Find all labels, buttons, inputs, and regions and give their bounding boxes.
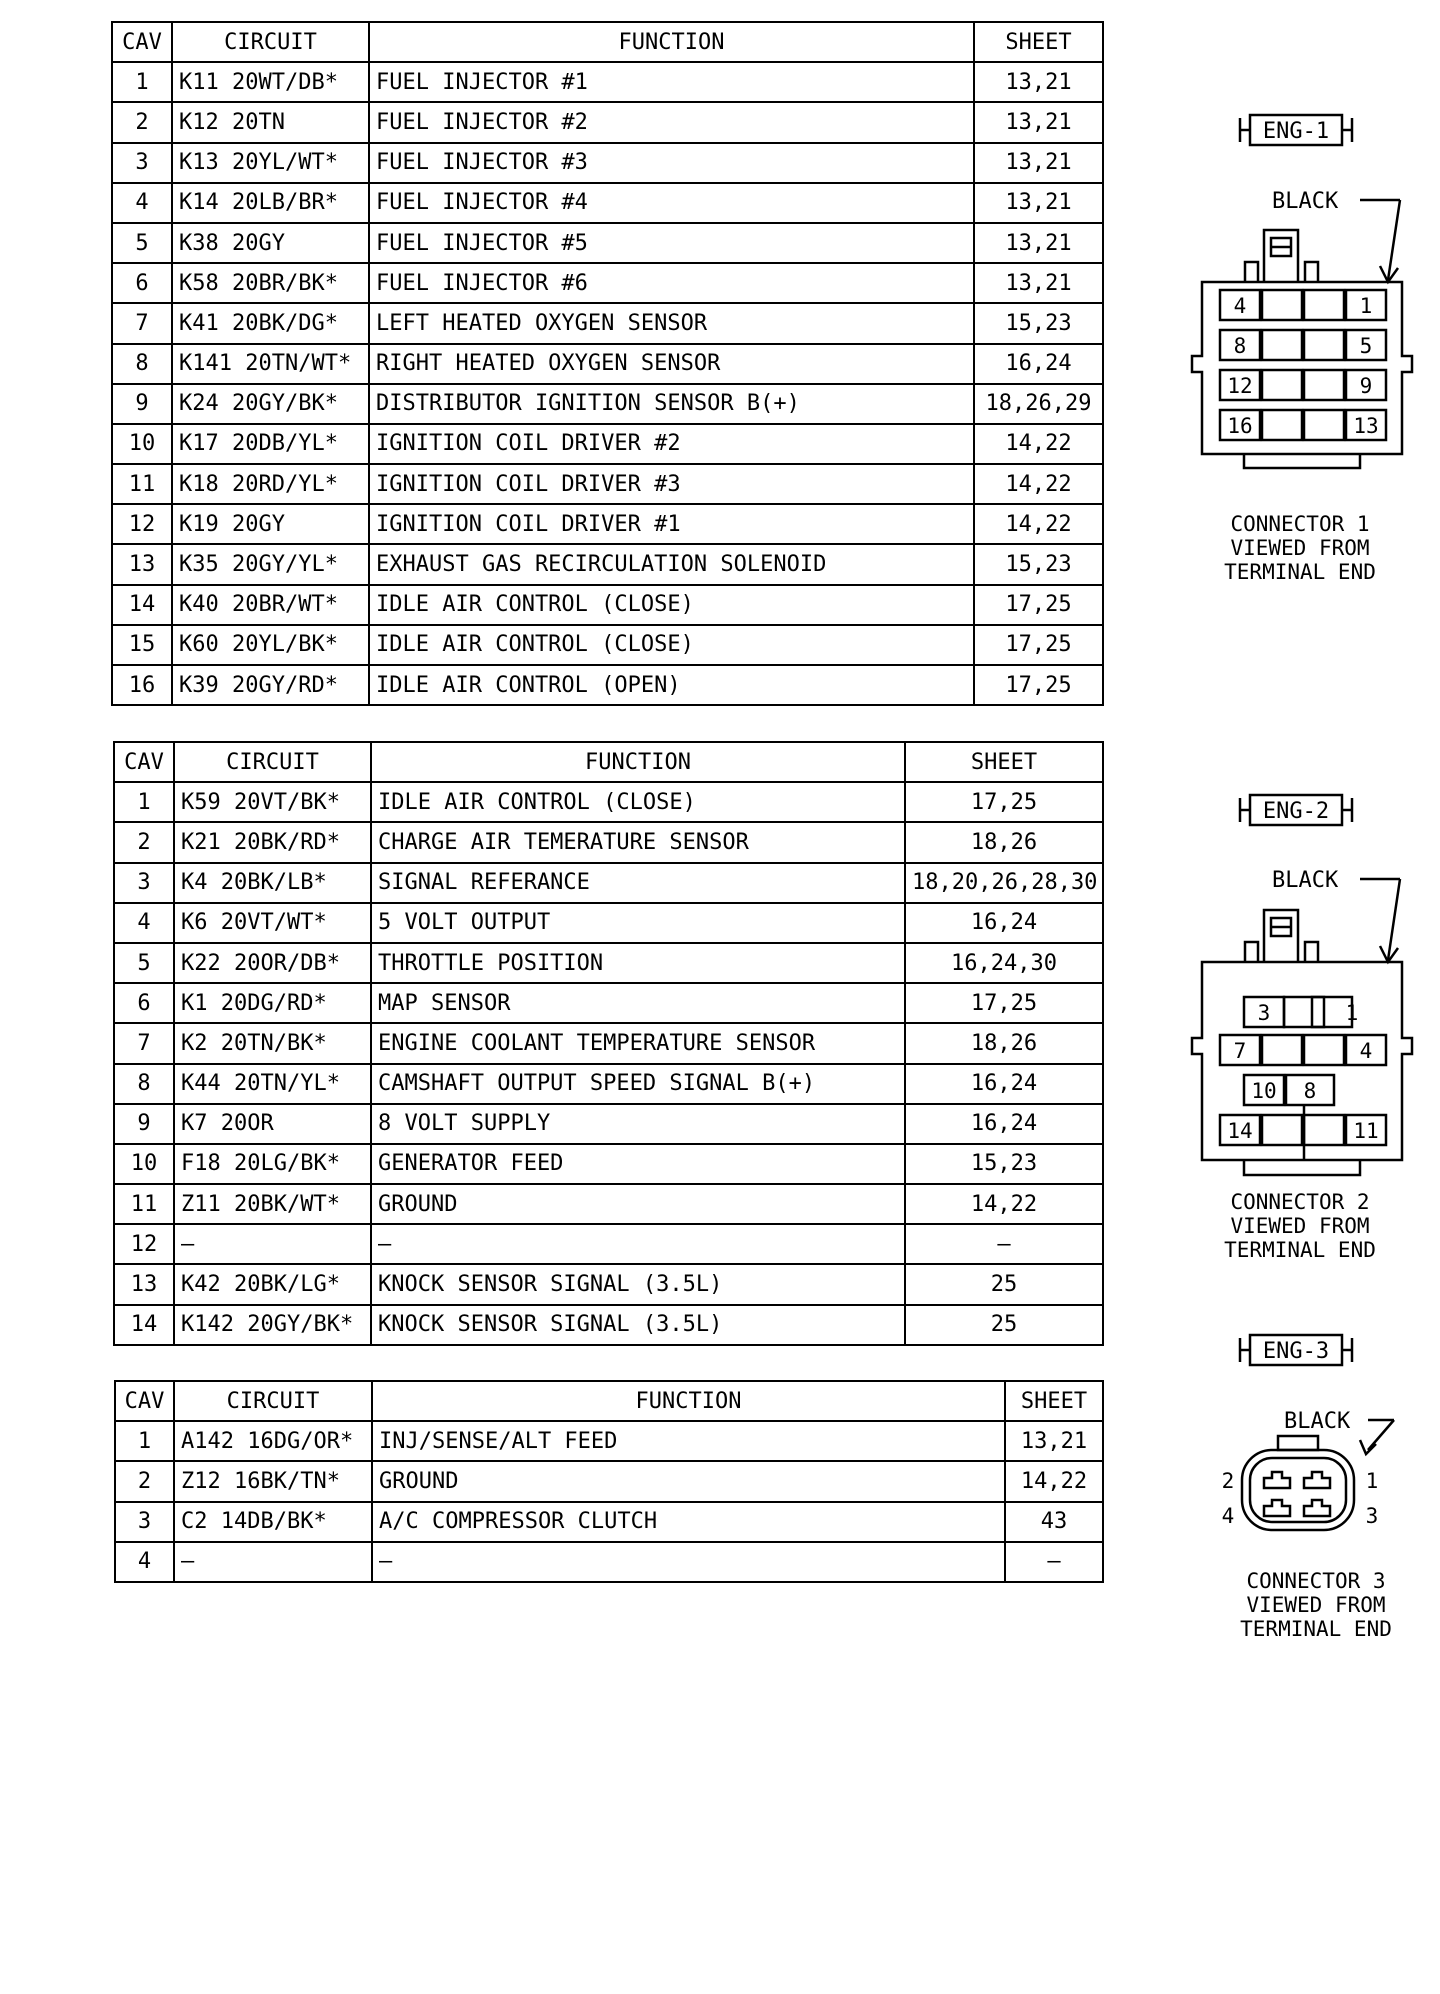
- connector-1-pin-5: 5: [1359, 334, 1373, 358]
- circuit-cell: F18 20LG/BK*: [174, 1144, 371, 1184]
- cav-cell: 3: [115, 1502, 174, 1542]
- connector-2-diagram: [1180, 785, 1420, 1265]
- connector-3-diagram: [1180, 1320, 1420, 1650]
- connector-3-tag: ENG-3: [1262, 1339, 1330, 1364]
- connector-3-pin-3: 3: [1365, 1504, 1379, 1528]
- header-function: FUNCTION: [369, 22, 974, 62]
- sheet-cell: 17,25: [974, 665, 1103, 705]
- table-header-row: [115, 1381, 1103, 1421]
- sheet-cell: 16,24: [974, 344, 1103, 384]
- function-cell: IDLE AIR CONTROL (CLOSE): [369, 625, 974, 665]
- table-row: [114, 1104, 1103, 1144]
- table-header-row: [114, 742, 1103, 782]
- connector-2-pin-7: 7: [1233, 1039, 1247, 1063]
- header-sheet: SHEET: [1005, 1381, 1103, 1421]
- cav-cell: 5: [114, 943, 174, 983]
- function-cell: CHARGE AIR TEMERATURE SENSOR: [371, 822, 905, 862]
- header-sheet: SHEET: [974, 22, 1103, 62]
- circuit-cell: K141 20TN/WT*: [172, 344, 369, 384]
- connector-2-pin-14: 14: [1227, 1119, 1253, 1143]
- sheet-cell: 17,25: [974, 625, 1103, 665]
- cav-cell: 7: [114, 1023, 174, 1063]
- circuit-cell: K44 20TN/YL*: [174, 1064, 371, 1104]
- circuit-cell: K11 20WT/DB*: [172, 62, 369, 102]
- sheet-cell: 13,21: [1005, 1421, 1103, 1461]
- circuit-cell: K21 20BK/RD*: [174, 822, 371, 862]
- connector-3-pin-4: 4: [1221, 1504, 1235, 1528]
- sheet-cell: 14,22: [974, 464, 1103, 504]
- sheet-cell: 14,22: [974, 424, 1103, 464]
- connector-1-pin-1: 1: [1359, 294, 1373, 318]
- circuit-cell: K13 20YL/WT*: [172, 143, 369, 183]
- sheet-cell: 13,21: [974, 62, 1103, 102]
- circuit-cell: Z11 20BK/WT*: [174, 1184, 371, 1224]
- cav-cell: 16: [112, 665, 172, 705]
- function-cell: IDLE AIR CONTROL (CLOSE): [369, 585, 974, 625]
- header-cav: CAV: [112, 22, 172, 62]
- table-row: [114, 1064, 1103, 1104]
- circuit-cell: —: [174, 1224, 371, 1264]
- circuit-cell: Z12 16BK/TN*: [174, 1461, 372, 1501]
- table-row: [112, 544, 1103, 584]
- table-row: [114, 1144, 1103, 1184]
- connector-1-pin-9: 9: [1359, 374, 1373, 398]
- table-row: [114, 1264, 1103, 1304]
- cav-cell: 9: [114, 1104, 174, 1144]
- header-sheet: SHEET: [905, 742, 1103, 782]
- function-cell: RIGHT HEATED OXYGEN SENSOR: [369, 344, 974, 384]
- table-row: [114, 1184, 1103, 1224]
- connector-1-pin-16: 16: [1227, 414, 1253, 438]
- sheet-cell: 14,22: [1005, 1461, 1103, 1501]
- table-row: [112, 625, 1103, 665]
- circuit-cell: K142 20GY/BK*: [174, 1305, 371, 1345]
- table-row: [115, 1421, 1103, 1461]
- connector-2-pin-3: 3: [1257, 1001, 1271, 1025]
- connector-2-tag: ENG-2: [1262, 799, 1330, 824]
- function-cell: IDLE AIR CONTROL (OPEN): [369, 665, 974, 705]
- sheet-cell: 13,21: [974, 263, 1103, 303]
- cav-cell: 10: [112, 424, 172, 464]
- cav-cell: 3: [114, 863, 174, 903]
- cav-cell: 4: [112, 183, 172, 223]
- connector-1-tag: ENG-1: [1262, 119, 1330, 144]
- sheet-cell: 43: [1005, 1502, 1103, 1542]
- table-row: [112, 183, 1103, 223]
- circuit-cell: K17 20DB/YL*: [172, 424, 369, 464]
- function-cell: —: [372, 1542, 1005, 1582]
- sheet-cell: 16,24: [905, 903, 1103, 943]
- function-cell: GROUND: [372, 1461, 1005, 1501]
- function-cell: MAP SENSOR: [371, 983, 905, 1023]
- sheet-cell: 16,24: [905, 1104, 1103, 1144]
- function-cell: SIGNAL REFERANCE: [371, 863, 905, 903]
- function-cell: FUEL INJECTOR #2: [369, 102, 974, 142]
- table-row: [112, 504, 1103, 544]
- cav-cell: 4: [114, 903, 174, 943]
- circuit-cell: K7 20OR: [174, 1104, 371, 1144]
- table-row: [114, 1224, 1103, 1264]
- function-cell: FUEL INJECTOR #1: [369, 62, 974, 102]
- cav-cell: 11: [114, 1184, 174, 1224]
- connector-2-pin-1: 1: [1345, 1001, 1359, 1025]
- cav-cell: 9: [112, 384, 172, 424]
- connector-1-caption-line-2: VIEWED FROM: [1230, 536, 1370, 560]
- table-row: [114, 782, 1103, 822]
- header-circuit: CIRCUIT: [172, 22, 369, 62]
- connector-2-pin-11: 11: [1353, 1119, 1379, 1143]
- table-row: [115, 1461, 1103, 1501]
- connector-1-color-label: BLACK: [1272, 189, 1339, 214]
- connector-3-caption-line-1: CONNECTOR 3: [1246, 1569, 1386, 1593]
- sheet-cell: 14,22: [905, 1184, 1103, 1224]
- table-row: [112, 424, 1103, 464]
- table-row: [114, 822, 1103, 862]
- table-row: [115, 1502, 1103, 1542]
- cav-cell: 8: [114, 1064, 174, 1104]
- circuit-cell: K38 20GY: [172, 223, 369, 263]
- connector-2-pin-4: 4: [1359, 1039, 1373, 1063]
- sheet-cell: 17,25: [974, 585, 1103, 625]
- cav-cell: 13: [112, 544, 172, 584]
- connector-1-caption-line-1: CONNECTOR 1: [1230, 512, 1370, 536]
- table-row: [114, 1023, 1103, 1063]
- connector-1-pin-12: 12: [1227, 374, 1253, 398]
- connector-1-pin-4: 4: [1233, 294, 1247, 318]
- sheet-cell: 18,26: [905, 822, 1103, 862]
- cav-cell: 7: [112, 303, 172, 343]
- function-cell: GENERATOR FEED: [371, 1144, 905, 1184]
- connector-2-pin-8: 8: [1303, 1079, 1317, 1103]
- connector-2-color-label: BLACK: [1272, 868, 1339, 893]
- cav-cell: 6: [114, 983, 174, 1023]
- function-cell: KNOCK SENSOR SIGNAL (3.5L): [371, 1305, 905, 1345]
- sheet-cell: —: [1005, 1542, 1103, 1582]
- function-cell: FUEL INJECTOR #3: [369, 143, 974, 183]
- circuit-cell: C2 14DB/BK*: [174, 1502, 372, 1542]
- connector-2-housing: [1192, 910, 1412, 1175]
- table-row: [112, 384, 1103, 424]
- connector-1-housing: [1192, 230, 1412, 468]
- cav-cell: 5: [112, 223, 172, 263]
- cav-cell: 13: [114, 1264, 174, 1304]
- table-row: [112, 263, 1103, 303]
- circuit-cell: A142 16DG/OR*: [174, 1421, 372, 1461]
- function-cell: A/C COMPRESSOR CLUTCH: [372, 1502, 1005, 1542]
- table-row: [114, 863, 1103, 903]
- function-cell: THROTTLE POSITION: [371, 943, 905, 983]
- table-row: [114, 903, 1103, 943]
- cav-cell: 2: [115, 1461, 174, 1501]
- sheet-cell: 16,24: [905, 1064, 1103, 1104]
- function-cell: LEFT HEATED OXYGEN SENSOR: [369, 303, 974, 343]
- table-row: [112, 464, 1103, 504]
- cav-cell: 10: [114, 1144, 174, 1184]
- circuit-cell: K18 20RD/YL*: [172, 464, 369, 504]
- function-cell: INJ/SENSE/ALT FEED: [372, 1421, 1005, 1461]
- sheet-cell: 18,26,29: [974, 384, 1103, 424]
- header-circuit: CIRCUIT: [174, 1381, 372, 1421]
- circuit-cell: K14 20LB/BR*: [172, 183, 369, 223]
- sheet-cell: 14,22: [974, 504, 1103, 544]
- circuit-cell: K39 20GY/RD*: [172, 665, 369, 705]
- function-cell: FUEL INJECTOR #5: [369, 223, 974, 263]
- table-row: [114, 943, 1103, 983]
- circuit-cell: —: [174, 1542, 372, 1582]
- header-cav: CAV: [114, 742, 174, 782]
- connector-1-pinout-table: [111, 21, 1104, 706]
- table-row: [115, 1542, 1103, 1582]
- sheet-cell: 13,21: [974, 183, 1103, 223]
- connector-1-pin-13: 13: [1353, 414, 1379, 438]
- connector-1-pin-8: 8: [1233, 334, 1247, 358]
- connector-3-caption-line-2: VIEWED FROM: [1246, 1593, 1386, 1617]
- circuit-cell: K42 20BK/LG*: [174, 1264, 371, 1304]
- function-cell: IGNITION COIL DRIVER #3: [369, 464, 974, 504]
- cav-cell: 12: [114, 1224, 174, 1264]
- cav-cell: 15: [112, 625, 172, 665]
- cav-cell: 2: [112, 102, 172, 142]
- header-function: FUNCTION: [372, 1381, 1005, 1421]
- function-cell: 5 VOLT OUTPUT: [371, 903, 905, 943]
- cav-cell: 1: [115, 1421, 174, 1461]
- table-row: [112, 344, 1103, 384]
- connector-2-pinout-table: [113, 741, 1104, 1346]
- cav-cell: 1: [112, 62, 172, 102]
- circuit-cell: K19 20GY: [172, 504, 369, 544]
- table-row: [112, 303, 1103, 343]
- connector-3-pinout-table: [114, 1380, 1104, 1583]
- cav-cell: 11: [112, 464, 172, 504]
- cav-cell: 14: [112, 585, 172, 625]
- sheet-cell: 15,23: [974, 544, 1103, 584]
- cav-cell: 1: [114, 782, 174, 822]
- table-row: [114, 1305, 1103, 1345]
- connector-3-pin-1: 1: [1365, 1469, 1379, 1493]
- connector-1-color-label-leader: [1360, 200, 1400, 282]
- connector-3-pin-2: 2: [1221, 1469, 1235, 1493]
- circuit-cell: K40 20BR/WT*: [172, 585, 369, 625]
- function-cell: 8 VOLT SUPPLY: [371, 1104, 905, 1144]
- connector-3-caption-line-3: TERMINAL END: [1240, 1617, 1392, 1641]
- sheet-cell: 13,21: [974, 102, 1103, 142]
- circuit-cell: K59 20VT/BK*: [174, 782, 371, 822]
- cav-cell: 4: [115, 1542, 174, 1582]
- sheet-cell: 15,23: [905, 1144, 1103, 1184]
- cav-cell: 8: [112, 344, 172, 384]
- connector-1-diagram: [1180, 110, 1420, 590]
- header-circuit: CIRCUIT: [174, 742, 371, 782]
- function-cell: IDLE AIR CONTROL (CLOSE): [371, 782, 905, 822]
- connector-3-color-label: BLACK: [1284, 1409, 1351, 1434]
- connector-2-caption-line-1: CONNECTOR 2: [1230, 1190, 1370, 1214]
- function-cell: ENGINE COOLANT TEMPERATURE SENSOR: [371, 1023, 905, 1063]
- sheet-cell: 25: [905, 1264, 1103, 1304]
- cav-cell: 12: [112, 504, 172, 544]
- connector-1-caption-line-3: TERMINAL END: [1224, 560, 1376, 584]
- sheet-cell: 18,20,26,28,30: [905, 863, 1103, 903]
- function-cell: DISTRIBUTOR IGNITION SENSOR B(+): [369, 384, 974, 424]
- connector-2-color-label-leader: [1360, 879, 1400, 962]
- header-function: FUNCTION: [371, 742, 905, 782]
- table-row: [112, 62, 1103, 102]
- function-cell: —: [371, 1224, 905, 1264]
- sheet-cell: 17,25: [905, 782, 1103, 822]
- sheet-cell: 16,24,30: [905, 943, 1103, 983]
- function-cell: IGNITION COIL DRIVER #2: [369, 424, 974, 464]
- table-row: [112, 665, 1103, 705]
- table-header-row: [112, 22, 1103, 62]
- table-row: [114, 983, 1103, 1023]
- sheet-cell: 13,21: [974, 143, 1103, 183]
- circuit-cell: K12 20TN: [172, 102, 369, 142]
- circuit-cell: K58 20BR/BK*: [172, 263, 369, 303]
- function-cell: GROUND: [371, 1184, 905, 1224]
- function-cell: CAMSHAFT OUTPUT SPEED SIGNAL B(+): [371, 1064, 905, 1104]
- circuit-cell: K2 20TN/BK*: [174, 1023, 371, 1063]
- table-row: [112, 585, 1103, 625]
- cav-cell: 2: [114, 822, 174, 862]
- circuit-cell: K4 20BK/LB*: [174, 863, 371, 903]
- function-cell: IGNITION COIL DRIVER #1: [369, 504, 974, 544]
- function-cell: FUEL INJECTOR #6: [369, 263, 974, 303]
- header-cav: CAV: [115, 1381, 174, 1421]
- table-row: [112, 143, 1103, 183]
- function-cell: KNOCK SENSOR SIGNAL (3.5L): [371, 1264, 905, 1304]
- connector-2-pin-10: 10: [1251, 1079, 1277, 1103]
- circuit-cell: K6 20VT/WT*: [174, 903, 371, 943]
- sheet-cell: 13,21: [974, 223, 1103, 263]
- sheet-cell: 18,26: [905, 1023, 1103, 1063]
- sheet-cell: —: [905, 1224, 1103, 1264]
- circuit-cell: K22 20OR/DB*: [174, 943, 371, 983]
- function-cell: EXHAUST GAS RECIRCULATION SOLENOID: [369, 544, 974, 584]
- circuit-cell: K60 20YL/BK*: [172, 625, 369, 665]
- function-cell: FUEL INJECTOR #4: [369, 183, 974, 223]
- cav-cell: 14: [114, 1305, 174, 1345]
- circuit-cell: K41 20BK/DG*: [172, 303, 369, 343]
- sheet-cell: 25: [905, 1305, 1103, 1345]
- connector-2-caption-line-3: TERMINAL END: [1224, 1238, 1376, 1262]
- sheet-cell: 15,23: [974, 303, 1103, 343]
- sheet-cell: 17,25: [905, 983, 1103, 1023]
- circuit-cell: K35 20GY/YL*: [172, 544, 369, 584]
- cav-cell: 6: [112, 263, 172, 303]
- circuit-cell: K1 20DG/RD*: [174, 983, 371, 1023]
- connector-2-caption-line-2: VIEWED FROM: [1230, 1214, 1370, 1238]
- table-row: [112, 102, 1103, 142]
- table-row: [112, 223, 1103, 263]
- cav-cell: 3: [112, 143, 172, 183]
- circuit-cell: K24 20GY/BK*: [172, 384, 369, 424]
